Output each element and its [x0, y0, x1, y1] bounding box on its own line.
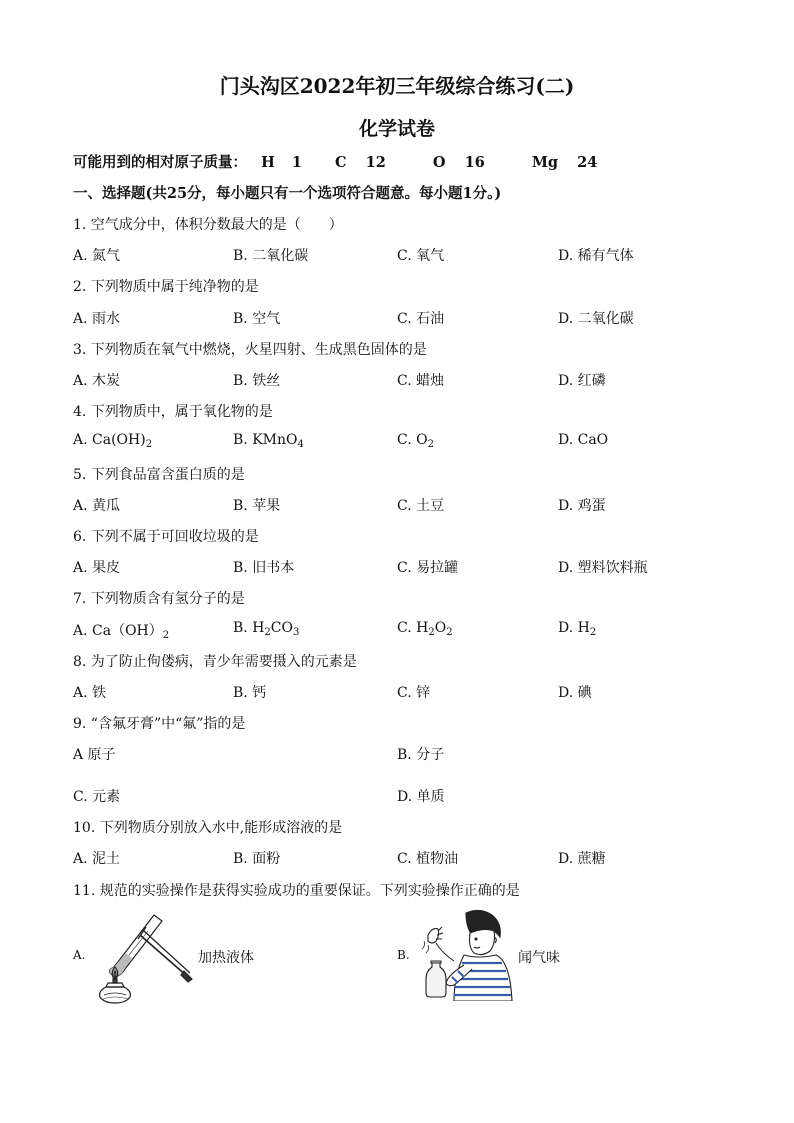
option-c: C. 元素	[73, 789, 121, 805]
question-stem: 11. 规范的实验操作是获得实验成功的重要保证。下列实验操作正确的是	[73, 883, 520, 899]
atomic-mass-label: 可能用到的相对原子质量：	[73, 154, 247, 171]
option-b: B. 面粉	[233, 851, 281, 867]
option-a: A. 黄瓜	[73, 498, 121, 514]
atomic-mass-mg-value: 24	[577, 154, 598, 171]
question-stem: 5. 下列食品富含蛋白质的是	[73, 467, 245, 483]
option-d: D. 稀有气体	[558, 248, 634, 264]
option-d: D. 碘	[558, 685, 592, 701]
option-d: D. 蔗糖	[558, 851, 606, 867]
exam-title: 门头沟区2022年初三年级综合练习(二)	[219, 74, 575, 98]
subscript: 2	[428, 627, 435, 638]
question-stem: 1. 空气成分中，体积分数最大的是（ ）	[73, 217, 343, 233]
subscript: 2	[589, 627, 597, 638]
question-stem: 7. 下列物质含有氢分子的是	[73, 591, 245, 607]
subscript: 3	[292, 627, 300, 638]
option-a: A. 泥土	[73, 851, 121, 867]
option-b: B. 分子	[397, 747, 445, 763]
subscript: 2	[264, 627, 271, 638]
option-b: B. 二氧化碳	[233, 248, 309, 264]
formula-text: CO	[270, 620, 293, 636]
smelling-gas-illustration	[418, 905, 514, 1001]
question-stem: 8. 为了防止佝偻病，青少年需要摄入的元素是	[73, 654, 357, 670]
atomic-mass-c-value: 12	[365, 154, 386, 171]
option-b: B. 钙	[233, 685, 267, 701]
question-stem: 4. 下列物质中，属于氧化物的是	[73, 404, 273, 420]
option-b-text: B. KMnO	[233, 432, 298, 448]
option-a	[73, 620, 169, 641]
heating-liquid-illustration	[96, 905, 196, 1005]
formula-text: C. H	[397, 620, 429, 636]
question-stem: 10. 下列物质分别放入水中,能形成溶液的是	[73, 820, 343, 836]
question-stem: 9. “含氟牙膏”中“氟”指的是	[73, 716, 246, 732]
option-c: C. 易拉罐	[397, 560, 459, 576]
option-d: D. 鸡蛋	[558, 498, 606, 514]
option-b	[233, 432, 304, 450]
option-d: D. CaO	[558, 432, 609, 448]
option-a-caption: 加热液体	[198, 950, 254, 966]
formula-text: D. H	[558, 620, 590, 636]
option-a: A 原子	[73, 747, 116, 763]
atomic-mass-o: O	[432, 154, 446, 171]
option-c: C. 土豆	[397, 498, 445, 514]
option-d: D. 红磷	[558, 373, 606, 389]
option-b: B.	[397, 948, 410, 962]
subscript: 2	[162, 630, 170, 641]
option-c	[397, 432, 434, 450]
option-d: D. 塑料饮料瓶	[558, 560, 648, 576]
option-b-caption: 闻气味	[518, 950, 560, 966]
option-a: A. 雨水	[73, 311, 121, 327]
option-c-text: C. O	[397, 432, 428, 448]
option-d: D. 单质	[397, 789, 445, 805]
question-stem: 3. 下列物质在氧气中燃烧，火星四射、生成黑色固体的是	[73, 342, 427, 358]
option-c: C. 石油	[397, 311, 445, 327]
option-b: B. 旧书本	[233, 560, 295, 576]
option-d	[558, 620, 596, 638]
option-a-text: A. Ca(OH)	[73, 432, 146, 448]
formula-text: B. H	[233, 620, 265, 636]
option-a: A. 氮气	[73, 248, 121, 264]
option-b: B. 苹果	[233, 498, 281, 514]
option-b: B. 铁丝	[233, 373, 281, 389]
option-a	[73, 432, 152, 450]
subscript: 2	[427, 439, 434, 450]
exam-subtitle: 化学试卷	[358, 118, 435, 140]
formula-text: O	[434, 620, 447, 636]
option-c: C. 蜡烛	[397, 373, 445, 389]
subscript: 2	[446, 627, 453, 638]
atomic-mass-o-value: 16	[464, 154, 485, 171]
atomic-mass-line	[73, 151, 597, 172]
option-b	[233, 620, 299, 638]
atomic-mass-h: H	[261, 154, 275, 171]
option-a: A.	[73, 948, 86, 962]
section-heading: 一、选择题(共25分，每小题只有一个选项符合题意。每小题1分。)	[73, 185, 502, 202]
subscript: 2	[145, 439, 153, 450]
option-c: C. 植物油	[397, 851, 459, 867]
atomic-mass-c: C	[335, 154, 347, 171]
atomic-mass-mg: Mg	[531, 154, 559, 171]
option-a: A. 铁	[73, 685, 107, 701]
option-a: A. 木炭	[73, 373, 121, 389]
question-stem: 6. 下列不属于可回收垃圾的是	[73, 529, 259, 545]
option-c: C. 氧气	[397, 248, 445, 264]
question-stem: 2. 下列物质中属于纯净物的是	[73, 279, 259, 295]
option-c	[397, 620, 453, 638]
atomic-mass-h-value: 1	[291, 154, 302, 171]
option-a: A. 果皮	[73, 560, 121, 576]
option-b: B. 空气	[233, 311, 281, 327]
option-c: C. 锌	[397, 685, 431, 701]
subscript: 4	[297, 439, 304, 450]
option-d: D. 二氧化碳	[558, 311, 634, 327]
formula-text: A. Ca（OH）	[73, 623, 163, 639]
